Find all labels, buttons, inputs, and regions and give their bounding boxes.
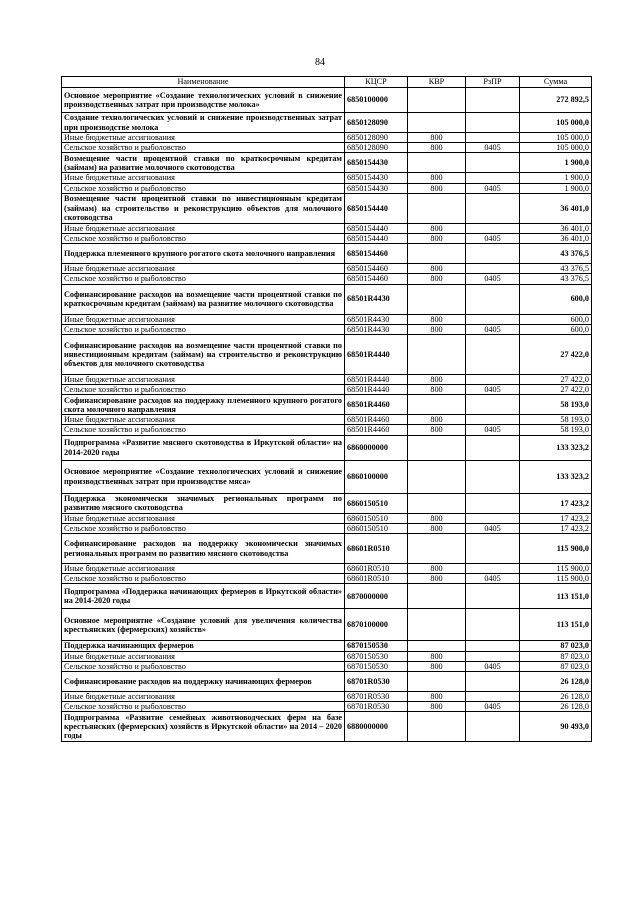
cell-sum: 43 376,5 [520, 274, 592, 284]
cell-sum: 133 323,2 [520, 435, 592, 460]
cell-kvr [408, 584, 466, 609]
table-row [62, 193, 592, 223]
cell-rzpr [466, 314, 520, 324]
cell-kcsr: 6870150530 [345, 661, 408, 671]
cell-sum: 1 900,0 [520, 173, 592, 183]
cell-name: Сельское хозяйство и рыболовство [62, 661, 345, 671]
table-row [62, 324, 592, 334]
table-row [62, 274, 592, 284]
cell-kcsr: 6870100000 [345, 609, 408, 641]
cell-kcsr: 68501R4460 [345, 425, 408, 435]
cell-rzpr: 0405 [466, 574, 520, 584]
cell-kcsr: 68701R0530 [345, 671, 408, 691]
cell-sum: 600,0 [520, 284, 592, 314]
cell-rzpr [466, 584, 520, 609]
cell-kcsr: 68701R0530 [345, 691, 408, 701]
cell-rzpr [466, 264, 520, 274]
cell-rzpr [466, 534, 520, 564]
cell-kcsr: 68601R0510 [345, 564, 408, 574]
cell-kvr [408, 193, 466, 223]
table-body [62, 88, 592, 742]
cell-kcsr: 6850154430 [345, 173, 408, 183]
cell-sum: 115 900,0 [520, 564, 592, 574]
cell-kcsr: 6850128090 [345, 113, 408, 133]
cell-name: Возмещение части процентной ставки по краткосрочным кредитам (займам) на развитие молочного скотоводства [62, 153, 345, 173]
cell-name: Основное мероприятие «Создание технологических условий в снижение производственных затрат при производстве молока» [62, 88, 345, 113]
cell-kcsr: 6850154460 [345, 244, 408, 264]
table-row [62, 88, 592, 113]
cell-kcsr: 6850100000 [345, 88, 408, 113]
cell-name: Подпрограмма «Развитие семейных животноводческих ферм на базе крестьянских (фермерских) хозяйств в Иркутской области» на 2014 – 2020 годы [62, 712, 345, 742]
table-row [62, 374, 592, 384]
cell-name: Иные бюджетные ассигнования [62, 415, 345, 425]
table-row [62, 244, 592, 264]
cell-kvr: 800 [408, 574, 466, 584]
table-row [62, 513, 592, 523]
cell-kvr: 800 [408, 415, 466, 425]
cell-rzpr [466, 173, 520, 183]
cell-kcsr: 68501R4430 [345, 314, 408, 324]
cell-sum: 105 000,0 [520, 113, 592, 133]
cell-kcsr: 6850154460 [345, 274, 408, 284]
cell-sum: 1 900,0 [520, 153, 592, 173]
cell-name: Иные бюджетные ассигнования [62, 314, 345, 324]
table-row [62, 143, 592, 153]
cell-rzpr: 0405 [466, 702, 520, 712]
cell-name: Софинансирование расходов на поддержку экономически значимых региональных программ по развитию мясного скотоводства [62, 534, 345, 564]
table-row [62, 113, 592, 133]
cell-kcsr: 6850154430 [345, 183, 408, 193]
cell-kvr [408, 609, 466, 641]
cell-kcsr: 68501R4430 [345, 284, 408, 314]
cell-rzpr [466, 133, 520, 143]
cell-sum: 26 128,0 [520, 691, 592, 701]
cell-name: Сельское хозяйство и рыболовство [62, 523, 345, 533]
cell-sum: 36 401,0 [520, 223, 592, 233]
table-row [62, 460, 592, 493]
cell-sum: 1 900,0 [520, 183, 592, 193]
cell-name: Софинансирование расходов на поддержку начинающих фермеров [62, 671, 345, 691]
cell-kcsr: 6850154440 [345, 193, 408, 223]
cell-name: Софинансирование расходов на поддержку племенного крупного рогатого скота молочного направления [62, 395, 345, 415]
table-header-row [62, 77, 592, 88]
cell-sum: 272 892,5 [520, 88, 592, 113]
cell-sum: 17 423,2 [520, 493, 592, 513]
table-row [62, 584, 592, 609]
cell-sum: 36 401,0 [520, 193, 592, 223]
cell-kvr: 800 [408, 651, 466, 661]
table-row [62, 609, 592, 641]
table-row [62, 425, 592, 435]
cell-kvr [408, 244, 466, 264]
cell-kvr: 800 [408, 173, 466, 183]
header-kcsr: КЦСР [345, 77, 408, 88]
table-row [62, 314, 592, 324]
cell-sum: 17 423,2 [520, 513, 592, 523]
table-row [62, 385, 592, 395]
cell-kvr: 800 [408, 374, 466, 384]
cell-sum: 600,0 [520, 314, 592, 324]
cell-sum: 105 000,0 [520, 143, 592, 153]
table-row [62, 691, 592, 701]
cell-kcsr: 6870150530 [345, 641, 408, 651]
cell-sum: 87 023,0 [520, 641, 592, 651]
cell-sum: 17 423,2 [520, 523, 592, 533]
cell-kcsr: 6860100000 [345, 460, 408, 493]
cell-rzpr [466, 691, 520, 701]
cell-kcsr: 6850128090 [345, 133, 408, 143]
cell-name: Иные бюджетные ассигнования [62, 691, 345, 701]
cell-rzpr [466, 374, 520, 384]
cell-kcsr: 6860150510 [345, 493, 408, 513]
cell-sum: 26 128,0 [520, 702, 592, 712]
cell-sum: 36 401,0 [520, 233, 592, 243]
table-row [62, 651, 592, 661]
cell-kcsr: 6870150530 [345, 651, 408, 661]
cell-kcsr: 68601R0510 [345, 574, 408, 584]
cell-rzpr: 0405 [466, 233, 520, 243]
cell-sum: 113 151,0 [520, 584, 592, 609]
cell-sum: 27 422,0 [520, 334, 592, 374]
cell-name: Сельское хозяйство и рыболовство [62, 385, 345, 395]
cell-sum: 133 323,2 [520, 460, 592, 493]
table-row [62, 153, 592, 173]
cell-kvr [408, 153, 466, 173]
cell-rzpr: 0405 [466, 183, 520, 193]
table-row [62, 415, 592, 425]
cell-name: Сельское хозяйство и рыболовство [62, 143, 345, 153]
cell-rzpr [466, 493, 520, 513]
cell-rzpr [466, 513, 520, 523]
cell-rzpr: 0405 [466, 274, 520, 284]
cell-kvr [408, 671, 466, 691]
header-kvr: КВР [408, 77, 466, 88]
cell-rzpr [466, 415, 520, 425]
cell-sum: 26 128,0 [520, 671, 592, 691]
cell-kvr [408, 460, 466, 493]
cell-kvr: 800 [408, 233, 466, 243]
cell-kcsr: 6850154440 [345, 233, 408, 243]
cell-kvr: 800 [408, 702, 466, 712]
cell-rzpr [466, 671, 520, 691]
cell-rzpr [466, 641, 520, 651]
cell-kvr: 800 [408, 523, 466, 533]
cell-name: Сельское хозяйство и рыболовство [62, 425, 345, 435]
cell-kvr: 800 [408, 513, 466, 523]
cell-sum: 43 376,5 [520, 244, 592, 264]
cell-rzpr: 0405 [466, 425, 520, 435]
cell-name: Иные бюджетные ассигнования [62, 133, 345, 143]
cell-rzpr [466, 460, 520, 493]
page-number: 84 [315, 57, 325, 68]
cell-kvr: 800 [408, 385, 466, 395]
cell-name: Иные бюджетные ассигнования [62, 173, 345, 183]
cell-kcsr: 68601R0510 [345, 534, 408, 564]
table-row [62, 564, 592, 574]
table-row [62, 641, 592, 651]
cell-kcsr: 6860150510 [345, 523, 408, 533]
cell-rzpr [466, 88, 520, 113]
cell-sum: 90 493,0 [520, 712, 592, 742]
table-row [62, 395, 592, 415]
cell-name: Подпрограмма «Развитие мясного скотоводства в Иркутской области» на 2014-2020 годы [62, 435, 345, 460]
cell-name: Поддержка начинающих фермеров [62, 641, 345, 651]
cell-sum: 105 000,0 [520, 133, 592, 143]
cell-kvr: 800 [408, 274, 466, 284]
cell-kcsr: 6880000000 [345, 712, 408, 742]
cell-kvr: 800 [408, 223, 466, 233]
cell-name: Подпрограмма «Поддержка начинающих фермеров в Иркутской области» на 2014-2020 годы [62, 584, 345, 609]
table-row [62, 334, 592, 374]
cell-kvr [408, 493, 466, 513]
cell-name: Иные бюджетные ассигнования [62, 651, 345, 661]
cell-rzpr [466, 193, 520, 223]
cell-kvr: 800 [408, 425, 466, 435]
cell-rzpr: 0405 [466, 385, 520, 395]
cell-sum: 600,0 [520, 324, 592, 334]
cell-rzpr [466, 284, 520, 314]
cell-name: Сельское хозяйство и рыболовство [62, 183, 345, 193]
table-row [62, 712, 592, 742]
cell-kcsr: 6870000000 [345, 584, 408, 609]
cell-name: Сельское хозяйство и рыболовство [62, 324, 345, 334]
cell-kvr: 800 [408, 691, 466, 701]
cell-rzpr [466, 435, 520, 460]
table-row [62, 284, 592, 314]
cell-kvr [408, 334, 466, 374]
cell-kcsr: 6850154460 [345, 264, 408, 274]
table-row [62, 493, 592, 513]
header-sum: Сумма [520, 77, 592, 88]
table-row [62, 173, 592, 183]
cell-kvr: 800 [408, 314, 466, 324]
cell-name: Сельское хозяйство и рыболовство [62, 233, 345, 243]
cell-kvr [408, 712, 466, 742]
table-row [62, 702, 592, 712]
budget-table [61, 76, 592, 742]
cell-kcsr: 68501R4440 [345, 374, 408, 384]
cell-rzpr: 0405 [466, 143, 520, 153]
table-row [62, 671, 592, 691]
cell-kvr [408, 88, 466, 113]
cell-name: Иные бюджетные ассигнования [62, 564, 345, 574]
cell-kcsr: 6860000000 [345, 435, 408, 460]
cell-sum: 27 422,0 [520, 385, 592, 395]
cell-rzpr [466, 334, 520, 374]
cell-sum: 58 193,0 [520, 395, 592, 415]
cell-name: Софинансирование расходов на возмещение части процентной ставки по краткосрочным кредитам (займам) на развитие молочного скотоводства [62, 284, 345, 314]
cell-rzpr [466, 395, 520, 415]
cell-kcsr: 68501R4460 [345, 395, 408, 415]
cell-kcsr: 68701R0530 [345, 702, 408, 712]
cell-kvr [408, 284, 466, 314]
cell-name: Возмещение части процентной ставки по инвестиционным кредитам (займам) на строительство и реконструкцию объектов для молочного скотоводства [62, 193, 345, 223]
cell-kcsr: 6850154430 [345, 153, 408, 173]
cell-kcsr: 68501R4460 [345, 415, 408, 425]
cell-kvr [408, 435, 466, 460]
cell-sum: 113 151,0 [520, 609, 592, 641]
cell-kvr [408, 113, 466, 133]
cell-rzpr [466, 223, 520, 233]
table-row [62, 574, 592, 584]
header-rzpr: РзПР [466, 77, 520, 88]
cell-name: Софинансирование расходов на возмещение части процентной ставки по инвестиционным кредитам (займам) на строительство и реконструкцию объектов для молочного скотоводства [62, 334, 345, 374]
table-row [62, 183, 592, 193]
cell-name: Сельское хозяйство и рыболовство [62, 574, 345, 584]
cell-rzpr [466, 564, 520, 574]
cell-kvr: 800 [408, 264, 466, 274]
table-row [62, 133, 592, 143]
cell-name: Иные бюджетные ассигнования [62, 223, 345, 233]
cell-kvr: 800 [408, 183, 466, 193]
cell-sum: 43 376,5 [520, 264, 592, 274]
cell-name: Основное мероприятие «Создание условий для увеличения количества крестьянских (фермерских) хозяйств» [62, 609, 345, 641]
cell-kcsr: 6860150510 [345, 513, 408, 523]
cell-name: Основное мероприятие «Создание технологических условий и снижение производственных затрат при производстве мяса» [62, 460, 345, 493]
cell-rzpr [466, 712, 520, 742]
cell-name: Иные бюджетные ассигнования [62, 513, 345, 523]
cell-kvr [408, 534, 466, 564]
cell-sum: 58 193,0 [520, 425, 592, 435]
cell-rzpr [466, 153, 520, 173]
cell-kvr: 800 [408, 661, 466, 671]
cell-sum: 27 422,0 [520, 374, 592, 384]
cell-sum: 58 193,0 [520, 415, 592, 425]
table-row [62, 534, 592, 564]
cell-rzpr: 0405 [466, 661, 520, 671]
cell-kcsr: 6850128090 [345, 143, 408, 153]
cell-sum: 115 900,0 [520, 534, 592, 564]
cell-sum: 87 023,0 [520, 651, 592, 661]
cell-kcsr: 6850154440 [345, 223, 408, 233]
cell-name: Поддержка племенного крупного рогатого скота молочного направления [62, 244, 345, 264]
cell-rzpr: 0405 [466, 523, 520, 533]
table-row [62, 223, 592, 233]
cell-name: Иные бюджетные ассигнования [62, 264, 345, 274]
header-name: Наименование [62, 77, 345, 88]
cell-name: Создание технологических условий и снижение производственных затрат при производстве молока [62, 113, 345, 133]
table-row [62, 661, 592, 671]
cell-name: Сельское хозяйство и рыболовство [62, 274, 345, 284]
cell-rzpr [466, 651, 520, 661]
cell-kcsr: 68501R4440 [345, 334, 408, 374]
cell-sum: 115 900,0 [520, 574, 592, 584]
table-row [62, 264, 592, 274]
table-row [62, 523, 592, 533]
cell-rzpr [466, 244, 520, 264]
table-row [62, 233, 592, 243]
cell-kvr [408, 395, 466, 415]
cell-kcsr: 68501R4440 [345, 385, 408, 395]
cell-kvr: 800 [408, 564, 466, 574]
cell-kvr: 800 [408, 324, 466, 334]
cell-sum: 87 023,0 [520, 661, 592, 671]
cell-kvr: 800 [408, 143, 466, 153]
cell-name: Поддержка экономически значимых региональных программ по развитию мясного скотоводства [62, 493, 345, 513]
cell-kcsr: 68501R4430 [345, 324, 408, 334]
cell-name: Сельское хозяйство и рыболовство [62, 702, 345, 712]
table-row [62, 435, 592, 460]
cell-name: Иные бюджетные ассигнования [62, 374, 345, 384]
cell-kvr: 800 [408, 133, 466, 143]
cell-kvr [408, 641, 466, 651]
cell-rzpr: 0405 [466, 324, 520, 334]
cell-rzpr [466, 609, 520, 641]
cell-rzpr [466, 113, 520, 133]
